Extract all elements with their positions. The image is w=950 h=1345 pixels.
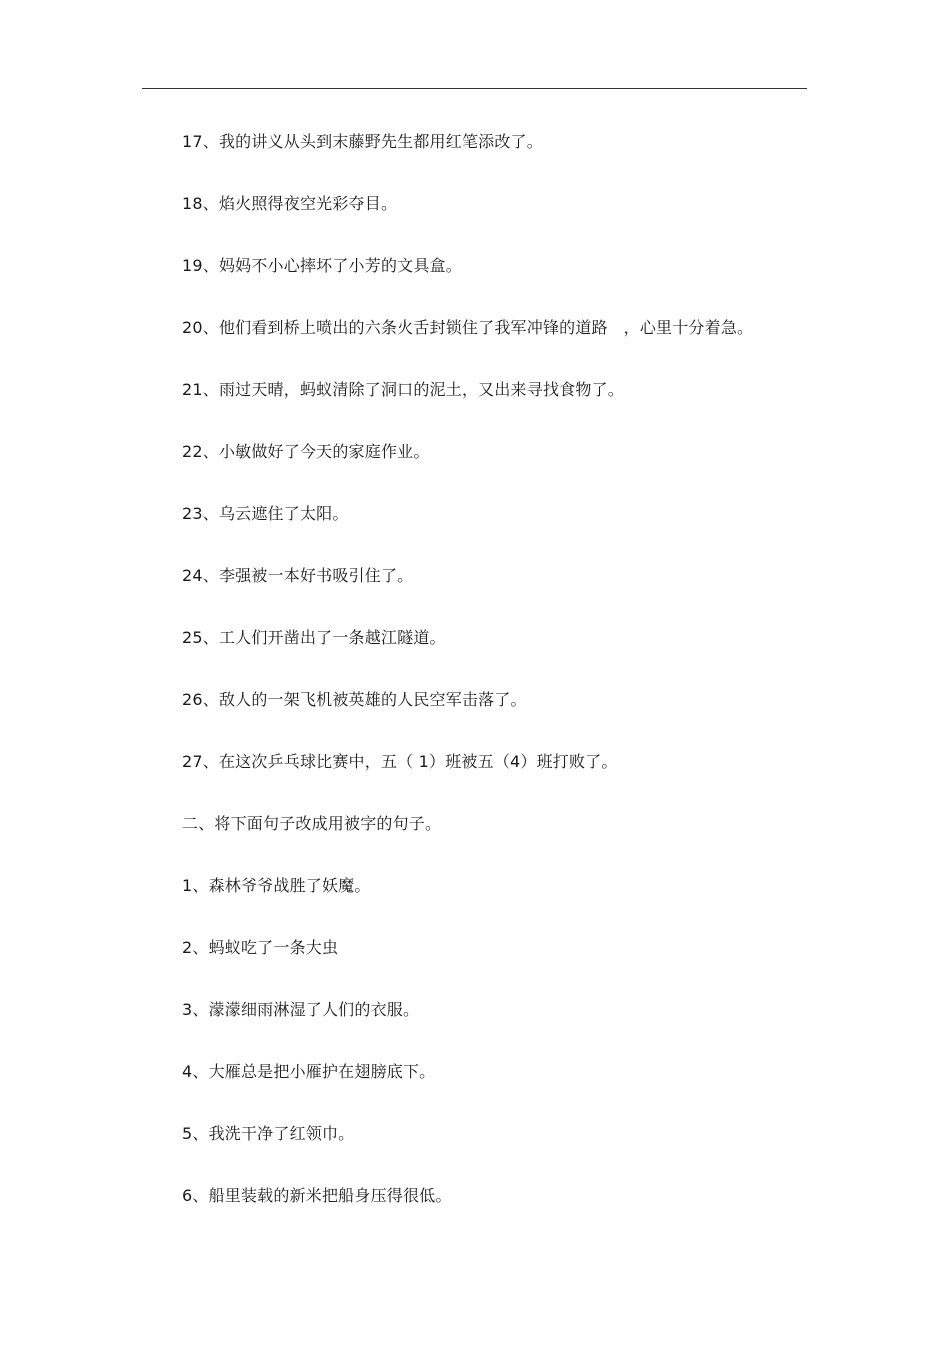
section-heading: 二、将下面句子改成用被字的句子。 bbox=[182, 814, 442, 833]
sentence-21: 21、雨过天晴，蚂蚁清除了洞口的泥土，又出来寻找食物了。 bbox=[182, 380, 624, 399]
sentence-23: 23、乌云遮住了太阳。 bbox=[182, 504, 349, 523]
sentence-27: 27、在这次乒乓球比赛中，五（ 1）班被五（4）班打败了。 bbox=[182, 752, 618, 771]
sentence-22: 22、小敏做好了今天的家庭作业。 bbox=[182, 442, 430, 461]
sentence-17: 17、我的讲义从头到末藤野先生都用红笔添改了。 bbox=[182, 132, 543, 151]
exercise-5: 5、我洗干净了红领巾。 bbox=[182, 1124, 355, 1143]
exercise-4: 4、大雁总是把小雁护在翅膀底下。 bbox=[182, 1062, 436, 1081]
sentence-26: 26、敌人的一架飞机被英雄的人民空军击落了。 bbox=[182, 690, 527, 709]
sentence-24: 24、李强被一本好书吸引住了。 bbox=[182, 566, 414, 585]
sentence-18: 18、焰火照得夜空光彩夺目。 bbox=[182, 194, 398, 213]
exercise-2: 2、蚂蚁吃了一条大虫 bbox=[182, 938, 339, 957]
header-rule bbox=[142, 88, 807, 89]
sentence-25: 25、工人们开凿出了一条越江隧道。 bbox=[182, 628, 446, 647]
exercise-6: 6、船里装载的新米把船身压得很低。 bbox=[182, 1186, 452, 1205]
sentence-19: 19、妈妈不小心摔坏了小芳的文具盒。 bbox=[182, 256, 462, 275]
exercise-3: 3、濛濛细雨淋湿了人们的衣服。 bbox=[182, 1000, 420, 1019]
sentence-20: 20、他们看到桥上喷出的六条火舌封锁住了我军冲锋的道路 ，心里十分着急。 bbox=[182, 318, 754, 337]
exercise-1: 1、森林爷爷战胜了妖魔。 bbox=[182, 876, 371, 895]
